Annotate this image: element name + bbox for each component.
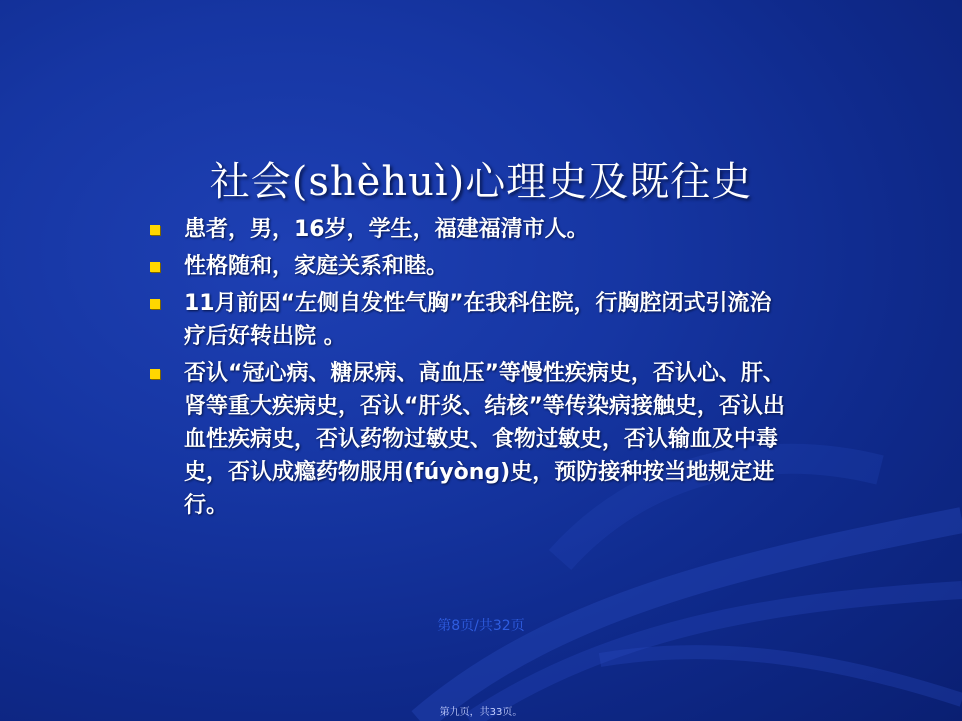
bullet-text: 性格随和，家庭关系和睦。 [184, 254, 449, 279]
bullet-list [148, 213, 808, 526]
bullet-text: 否认“冠心病、糖尿病、高血压”等慢性疾病史，否认心、肝、肾等重大疾病史，否认“肝炎、结核”等传染病接触史，否认出血性疾病史，否认药物过敏史、食物过敏史，否认输血及中毒史，否认成瘾药物服用(fúyònɡ)史，预防接种按当地规定进行。 [184, 361, 785, 518]
bullet-item [148, 213, 808, 246]
bullet-square-icon [150, 225, 160, 235]
bullet-item [148, 287, 774, 353]
bullet-square-icon [150, 262, 160, 272]
bullet-text: 患者，男，16岁，学生，福建福清市人。 [184, 217, 589, 242]
bullet-item [148, 250, 808, 283]
bullet-square-icon [150, 369, 160, 379]
page-indicator: 第8页/共32页 [437, 618, 525, 634]
bullet-square-icon [150, 299, 160, 309]
bullet-item [148, 357, 796, 522]
slide-title: 社会(shèhuì)心理史及既往史 [209, 159, 753, 205]
bullet-text: 11月前因“左侧自发性气胸”在我科住院，行胸腔闭式引流治疗后好转出院 。 [184, 291, 772, 349]
page-footer: 第九页，共33页。 [439, 707, 523, 718]
